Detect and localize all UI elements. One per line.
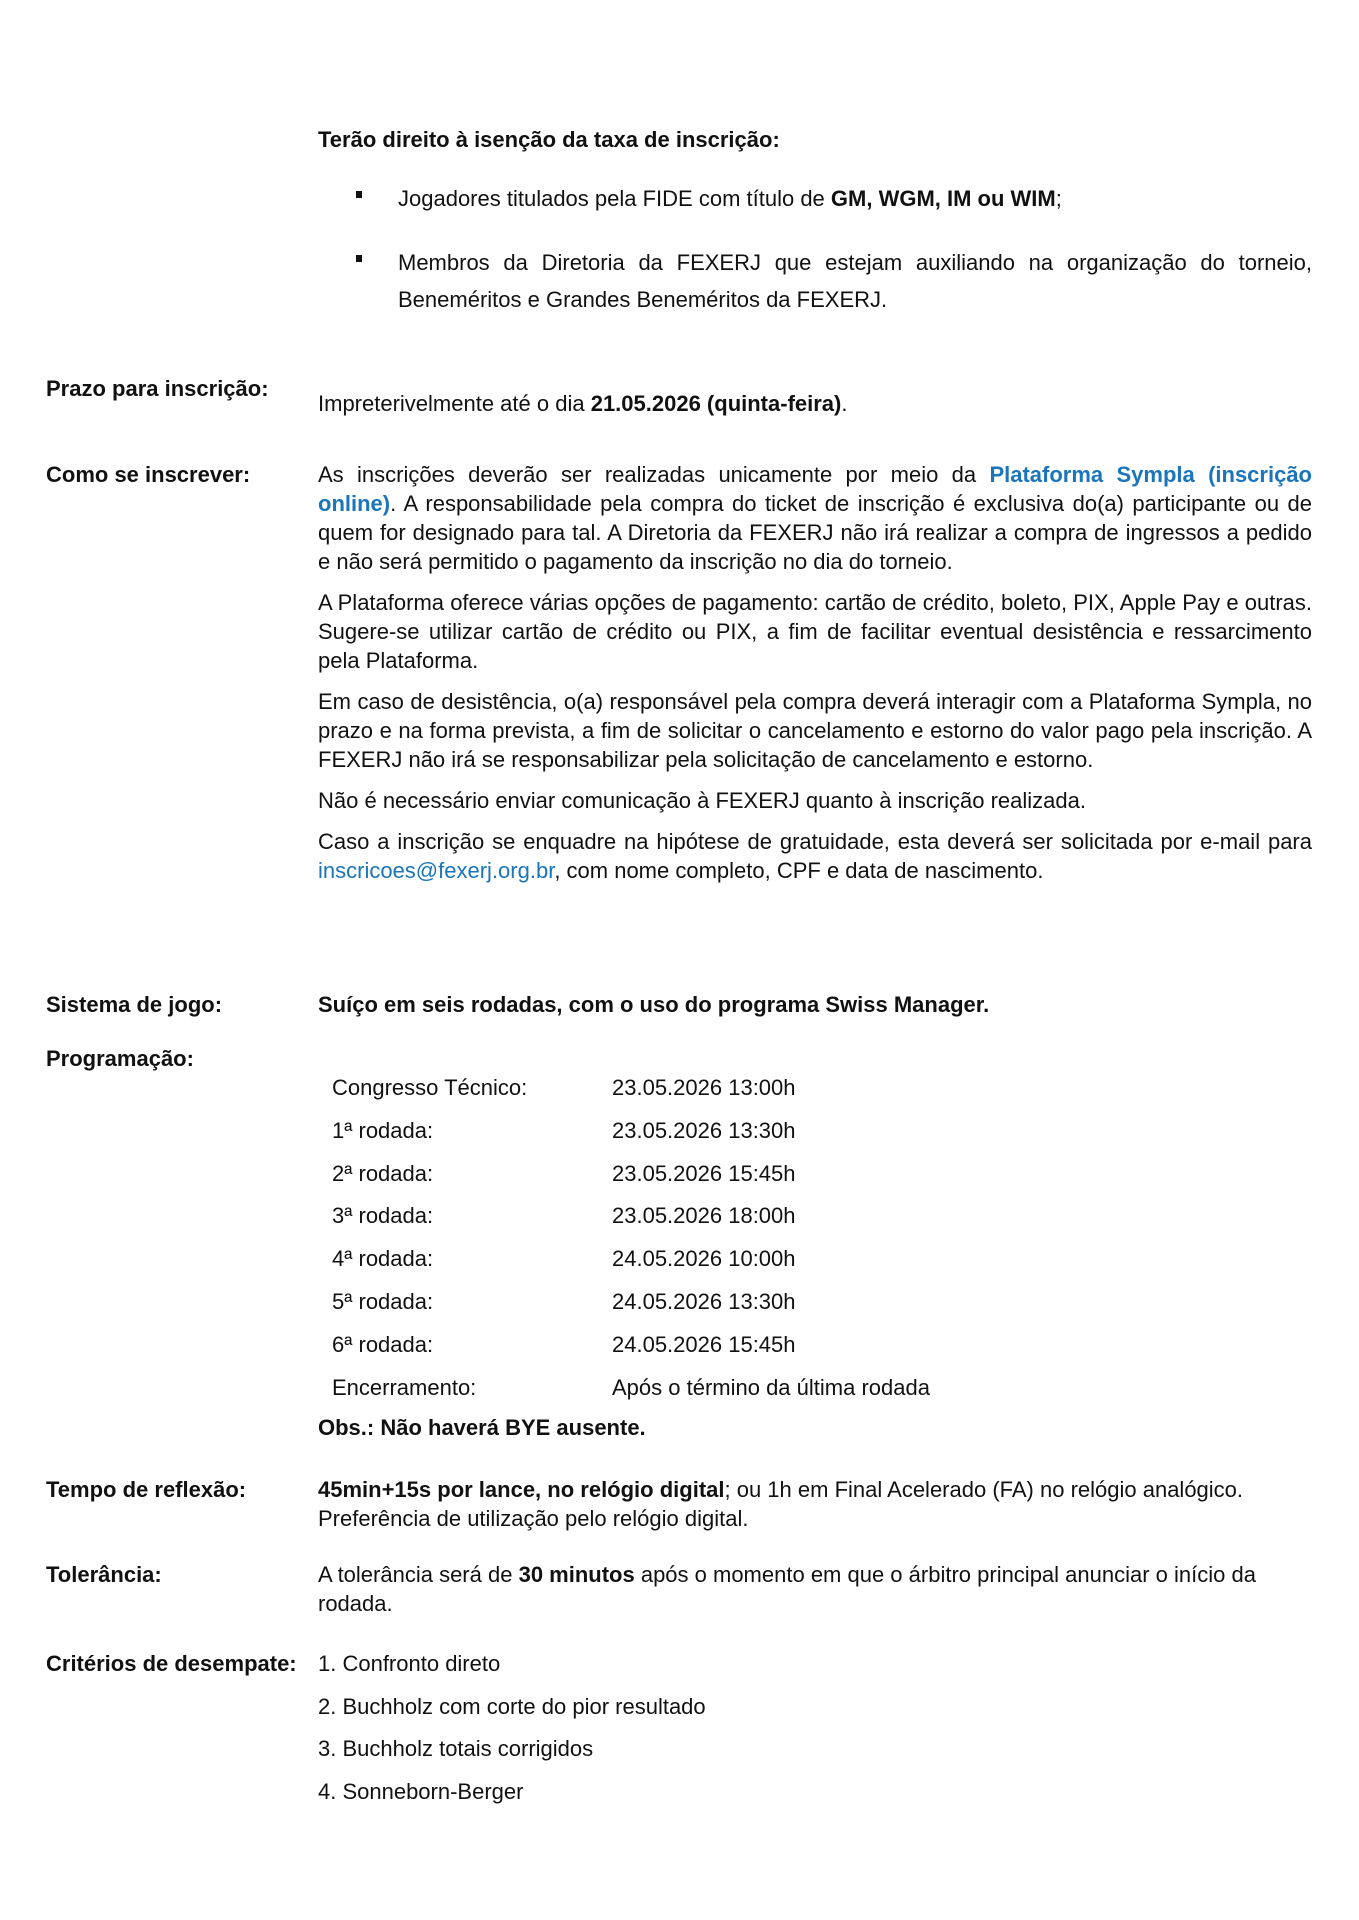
exemption-item-suffix: ; xyxy=(1055,186,1062,211)
gratuity-paragraph xyxy=(318,827,1312,885)
tolerance-text: após o momento em que o árbitro principal anunciar o início da rodada. xyxy=(318,1562,1256,1616)
schedule-row-label: Encerramento: xyxy=(332,1374,477,1400)
payment-paragraph: A Plataforma oferece várias opções de pagamento: cartão de crédito, boleto, PIX, Apple Pay e outras. Sugere-se utilizar cartão de crédito ou PIX, a fim de facilitar eventual desistência e ressarcimento pela Plataforma. xyxy=(318,590,1312,673)
schedule-note: Obs.: Não haverá BYE ausente. xyxy=(318,1415,646,1440)
schedule-row-label: 1ª rodada: xyxy=(332,1117,434,1143)
tolerance-label: Tolerância: xyxy=(46,1562,162,1587)
system-value: Suíço em seis rodadas, com o uso do programa Swiss Manager. xyxy=(318,992,990,1017)
exemption-item xyxy=(356,180,1312,217)
schedule-row-value: 23.05.2026 13:00h xyxy=(612,1075,796,1100)
tiebreak-item: 2. Buchholz com corte do pior resultado xyxy=(318,1693,706,1719)
gratuity-text: Caso a inscrição se enquadre na hipótese de gratuidade, esta deverá ser solicitada por e-mail para xyxy=(318,829,1312,854)
exemption-item-text: Jogadores titulados pela FIDE com título de xyxy=(398,186,831,211)
communication-paragraph: Não é necessário enviar comunicação à FEXERJ quanto à inscrição realizada. xyxy=(318,788,1086,813)
registration-content xyxy=(318,460,1312,897)
exemption-item-text: Membros da Diretoria da FEXERJ que estejam auxiliando na organização do torneio, Beneméritos e Grandes Beneméritos da FEXERJ. xyxy=(398,250,1312,312)
exemption-titles: GM, WGM, IM ou WIM xyxy=(830,186,1056,211)
schedule-row-value: 24.05.2026 15:45h xyxy=(612,1331,796,1357)
bullet-icon xyxy=(356,255,362,262)
schedule-row-value: 23.05.2026 18:00h xyxy=(612,1203,796,1229)
schedule-row-value: 24.05.2026 10:00h xyxy=(612,1246,796,1272)
time-control-label: Tempo de reflexão: xyxy=(46,1477,247,1502)
tolerance-minutes: 30 minutos xyxy=(518,1562,635,1587)
tolerance-text: A tolerância será de xyxy=(318,1562,519,1587)
deadline-date: 21.05.2026 (quinta-feira) xyxy=(590,391,842,416)
tiebreak-item: 3. Buchholz totais corrigidos xyxy=(318,1736,594,1762)
schedule-row-value: 23.05.2026 15:45h xyxy=(612,1160,796,1186)
registration-label: Como se inscrever: xyxy=(46,462,251,487)
time-control-value xyxy=(318,1475,1312,1533)
deadline-text: Impreterivelmente até o dia xyxy=(318,391,591,416)
tiebreak-item: 1. Confronto direto xyxy=(318,1651,501,1676)
tiebreak-item: 4. Sonneborn-Berger xyxy=(318,1779,524,1805)
tolerance-value xyxy=(318,1560,1312,1618)
cancellation-paragraph: Em caso de desistência, o(a) responsável pela compra deverá interagir com a Plataforma Sympla, no prazo e na forma prevista, a fim de solicitar o cancelamento e estorno do valor pago pela inscrição. A FEXERJ não irá se responsabilizar pela solicitação de cancelamento e estorno. xyxy=(318,689,1312,772)
schedule-row-label: 6ª rodada: xyxy=(332,1331,434,1357)
system-label: Sistema de jogo: xyxy=(46,992,223,1017)
schedule-row-label: 2ª rodada: xyxy=(332,1160,434,1186)
registration-text: As inscrições deverão ser realizadas unicamente por meio da xyxy=(318,462,990,487)
exemption-item xyxy=(356,244,1312,318)
deadline-suffix: . xyxy=(841,391,848,416)
schedule-row-value: 23.05.2026 13:30h xyxy=(612,1117,796,1143)
registration-text: . A responsabilidade pela compra do ticket de inscrição é exclusiva do(a) participante ou de quem for designado para tal. A Diretoria da FEXERJ não irá realizar a compra de ingressos a pedido e não será permitido o pagamento da inscrição no dia do torneio. xyxy=(318,491,1312,574)
time-control-main: 45min+15s por lance, no relógio digital xyxy=(318,1477,725,1502)
schedule-row-label: 5ª rodada: xyxy=(332,1289,434,1314)
schedule-row-label: 3ª rodada: xyxy=(332,1203,434,1229)
time-control-detail: ; ou 1h em Final Acelerado (FA) no relógio analógico. Preferência de utilização pelo relógio digital. xyxy=(318,1477,1244,1531)
registration-paragraph xyxy=(318,460,1312,576)
schedule-row-label: Congresso Técnico: xyxy=(332,1075,528,1100)
schedule-row-label: 4ª rodada: xyxy=(332,1246,434,1272)
gratuity-text: , com nome completo, CPF e data de nascimento. xyxy=(554,858,1044,883)
bullet-icon xyxy=(356,191,362,198)
schedule-label: Programação: xyxy=(46,1046,194,1071)
deadline-label: Prazo para inscrição: xyxy=(46,376,269,401)
deadline-value xyxy=(318,389,1312,418)
tiebreak-label: Critérios de desempate: xyxy=(46,1651,297,1676)
exemption-heading: Terão direito à isenção da taxa de inscrição: xyxy=(318,127,780,152)
schedule-row-value: 24.05.2026 13:30h xyxy=(612,1289,796,1314)
schedule-row-value: Após o término da última rodada xyxy=(612,1374,930,1400)
email-link[interactable]: inscricoes@fexerj.org.br xyxy=(318,858,555,883)
sympla-link[interactable]: Plataforma Sympla (inscrição online) xyxy=(318,462,1312,516)
